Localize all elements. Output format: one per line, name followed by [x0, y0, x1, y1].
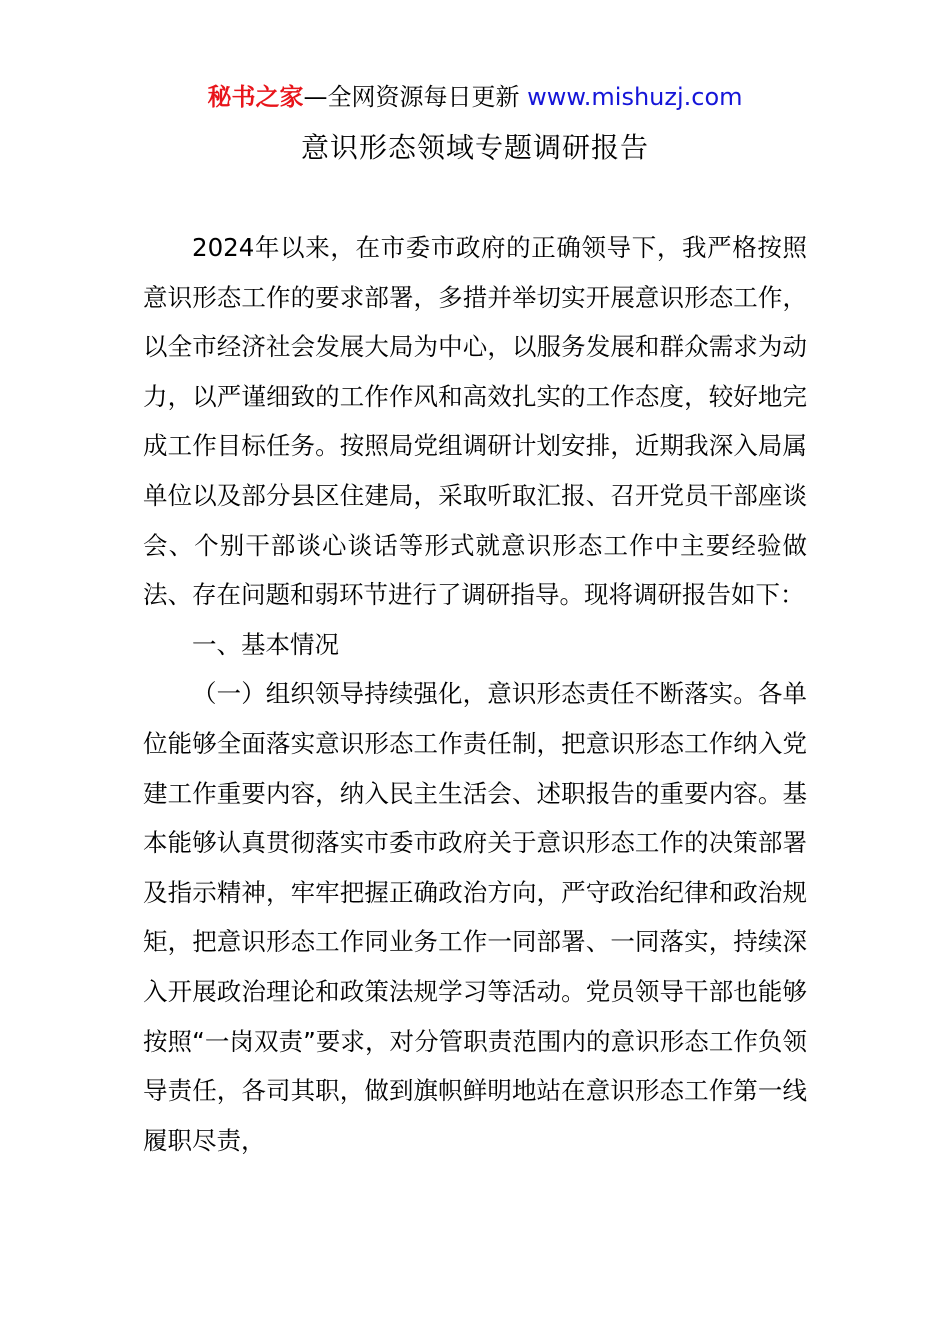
site-url[interactable]: www.mishuzj.com	[527, 83, 743, 111]
intro-paragraph: 2024年以来，在市委市政府的正确领导下，我严格按照意识形态工作的要求部署，多措并举切实开展意识形态工作，以全市经济社会发展大局为中心，以服务发展和群众需求为动力，以严谨细致的工作作风和高效扎实的工作态度，较好地完成工作目标任务。按照局党组调研计划安排，近期我深入局属单位以及部分县区住建局，采取听取汇报、召开党员干部座谈会、个别干部谈心谈话等形式就意识形态工作中主要经验做法、存在问题和弱环节进行了调研指导。现将调研报告如下：	[143, 233, 807, 610]
subsection-paragraph: （一）组织领导持续强化，意识形态责任不断落实。各单位能够全面落实意识形态工作责任制，把意识形态工作纳入党建工作重要内容，纳入民主生活会、述职报告的重要内容。基本能够认真贯彻落实市委市政府关于意识形态工作的决策部署及指示精神，牢牢把握正确政治方向，严守政治纪律和政治规矩，把意识形态工作同业务工作一同部署、一同落实，持续深入开展政治理论和政策法规学习等活动。党员领导干部也能够按照“一岗双责”要求，对分管职责范围内的意识形态工作负领导责任，各司其职，做到旗帜鲜明地站在意识形态工作第一线履职尽责，	[143, 679, 807, 1155]
brand-name: 秘书之家	[207, 83, 304, 111]
site-banner	[0, 80, 950, 114]
banner-slogan: —全网资源每日更新	[303, 83, 520, 111]
document-title: 意识形态领域专题调研报告	[300, 131, 649, 164]
section-heading: 一、基本情况	[192, 629, 339, 659]
document-body	[143, 223, 807, 1165]
